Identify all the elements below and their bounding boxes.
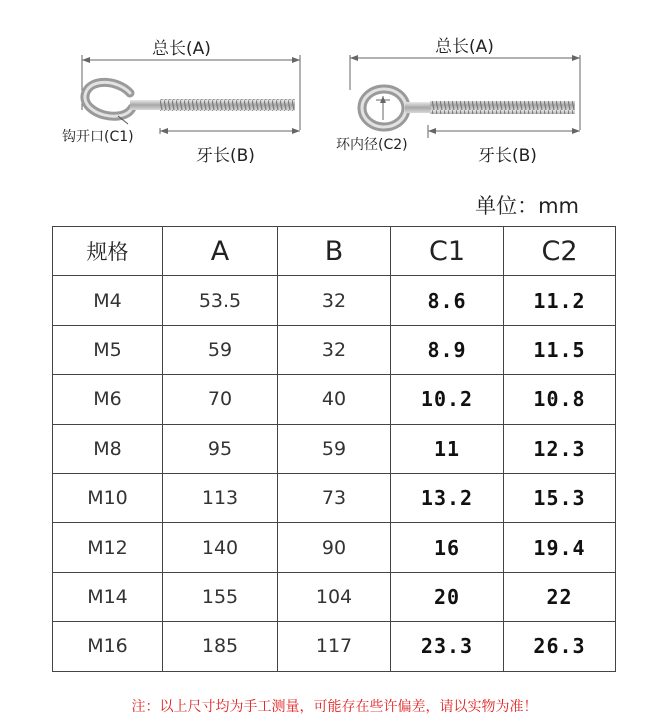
cell-spec: M10 [53,473,163,522]
eye-inner-diameter-label: 环内径(C2) [336,137,408,153]
hook-screw [85,82,295,124]
unit-label: 单位：mm [475,194,579,218]
cell-c1: 13.2 [391,473,504,522]
cell-c1: 10.2 [391,375,504,424]
cell-c2: 22 [504,572,616,621]
cell-c1: 8.6 [391,276,504,325]
cell-a: 113 [163,473,278,522]
table-row [53,622,616,671]
table-row [53,572,616,621]
eye-total-length-label: 总长(A) [435,37,494,57]
cell-c2: 10.8 [504,375,616,424]
table-row [53,523,616,572]
header-a: A [163,227,278,276]
cell-c1: 11 [391,424,504,473]
table-row [53,473,616,522]
table-header-row [53,227,616,276]
cell-b: 32 [278,325,391,374]
cell-c1: 16 [391,523,504,572]
cell-spec: M8 [53,424,163,473]
table-row [53,424,616,473]
cell-spec: M14 [53,572,163,621]
cell-c2: 11.2 [504,276,616,325]
cell-b: 32 [278,276,391,325]
eye-thread-length-label: 牙长(B) [478,146,537,166]
cell-b: 59 [278,424,391,473]
cell-a: 155 [163,572,278,621]
cell-a: 140 [163,523,278,572]
cell-spec: M5 [53,325,163,374]
table-row [53,276,616,325]
cell-c2: 19.4 [504,523,616,572]
hook-dimension-lines [82,55,300,134]
cell-c1: 23.3 [391,622,504,671]
eye-screw [362,89,575,127]
cell-a: 53.5 [163,276,278,325]
cell-a: 59 [163,325,278,374]
cell-a: 70 [163,375,278,424]
header-c1: C1 [391,227,504,276]
product-diagram [0,0,669,180]
header-spec: 规格 [53,227,163,276]
cell-spec: M6 [53,375,163,424]
cell-b: 117 [278,622,391,671]
cell-c2: 11.5 [504,325,616,374]
cell-b: 90 [278,523,391,572]
spec-table [52,226,616,672]
hook-opening-label: 钩开口(C1) [62,129,134,145]
cell-a: 95 [163,424,278,473]
cell-c2: 15.3 [504,473,616,522]
disclaimer-note: 注：以上尺寸均为手工测量，可能存在些许偏差，请以实物为准！ [131,699,538,715]
header-b: B [278,227,391,276]
hook-total-length-label: 总长(A) [152,39,211,59]
header-c2: C2 [504,227,616,276]
cell-spec: M16 [53,622,163,671]
cell-b: 73 [278,473,391,522]
hook-thread-length-label: 牙长(B) [196,146,255,166]
cell-b: 104 [278,572,391,621]
cell-spec: M12 [53,523,163,572]
table-row [53,325,616,374]
cell-c2: 26.3 [504,622,616,671]
cell-c1: 20 [391,572,504,621]
cell-c2: 12.3 [504,424,616,473]
table-row [53,375,616,424]
cell-a: 185 [163,622,278,671]
cell-spec: M4 [53,276,163,325]
dimension-drawing [0,0,669,180]
cell-b: 40 [278,375,391,424]
cell-c1: 8.9 [391,325,504,374]
